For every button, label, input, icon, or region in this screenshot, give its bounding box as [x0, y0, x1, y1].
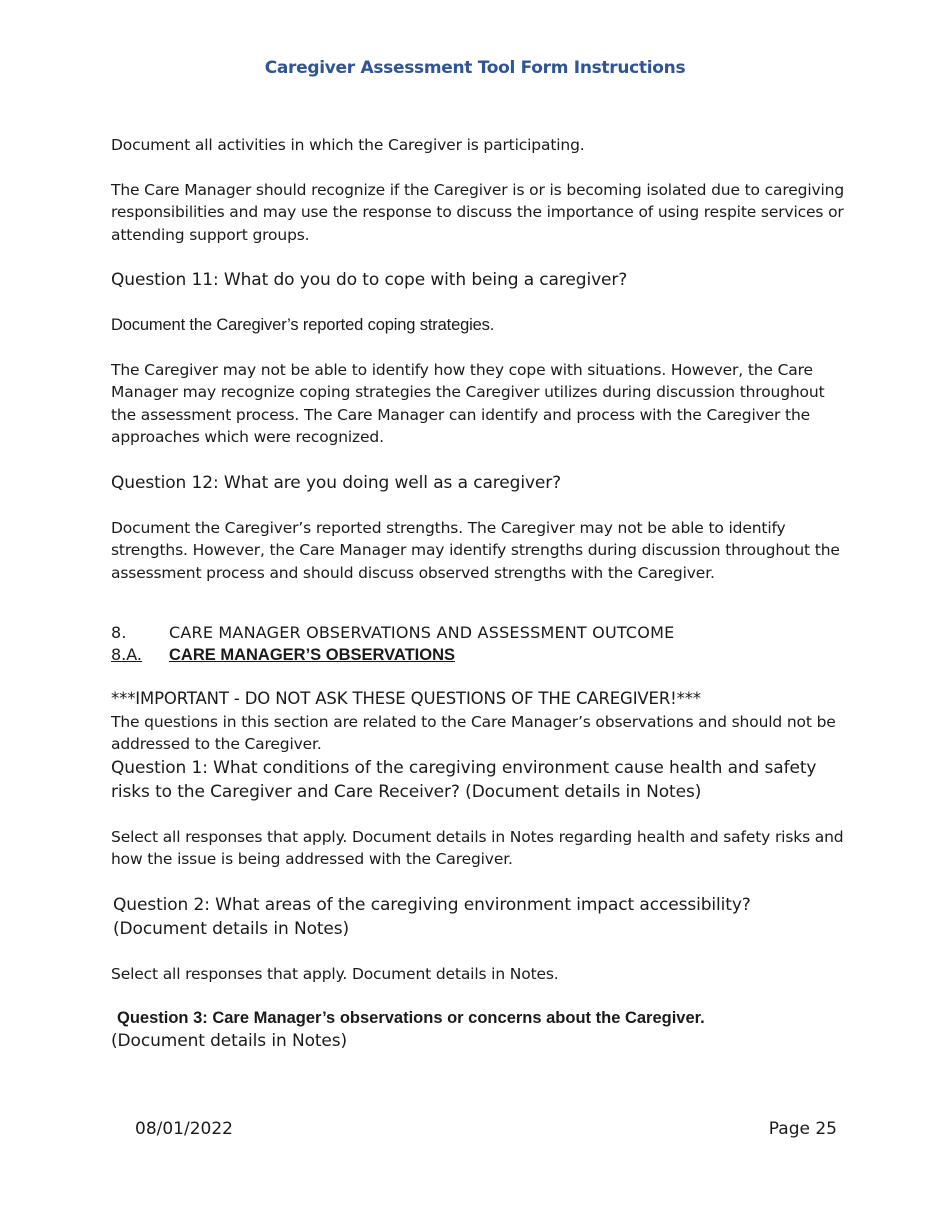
section-8a-number: 8.A.: [111, 645, 143, 664]
question-2-note: Select all responses that apply. Document details in Notes.: [111, 964, 559, 983]
paragraph-strengths: Document the Caregiver’s reported strengths. The Caregiver may not be able to identify strengths. However, the Care Manager may identify strengths during discussion throughout the assessment process and should discuss observed strengths with the Caregiver.: [111, 518, 840, 582]
section-8a-heading: [111, 644, 846, 666]
question-11-heading: Question 11: What do you do to cope with being a caregiver?: [111, 270, 628, 290]
footer-page-number: Page 25: [768, 1119, 837, 1139]
section-8-title: CARE MANAGER OBSERVATIONS AND ASSESSMENT OUTCOME: [169, 623, 675, 642]
footer-date: 08/01/2022: [135, 1119, 233, 1139]
question-2-heading: Question 2: What areas of the caregiving environment impact accessibility? (Document details in Notes): [113, 894, 751, 939]
paragraph-activities: Document all activities in which the Caregiver is participating.: [111, 136, 585, 154]
section-8-heading: [111, 622, 846, 644]
question-12-heading: Question 12: What are you doing well as a caregiver?: [111, 472, 562, 493]
question-1-note: Select all responses that apply. Document details in Notes regarding health and safety risks and how the issue is being addressed with the Caregiver.: [111, 827, 844, 868]
question-3-note: (Document details in Notes): [111, 1031, 348, 1051]
paragraph-coping-details: The Caregiver may not be able to identify how they cope with situations. However, the Care Manager may recognize coping strategies the Caregiver utilizes during discussion throughout the assessment process. The Care Manager can identify and process with the Caregiver the approaches which were recognized.: [111, 360, 825, 446]
question-1-heading: Question 1: What conditions of the caregiving environment cause health and safety risks to the Caregiver and Care Receiver? (Document details in Notes): [111, 757, 817, 802]
question-3-heading: Question 3: Care Manager’s observations or concerns about the Caregiver.: [117, 1009, 705, 1027]
important-warning: ***IMPORTANT - DO NOT ASK THESE QUESTIONS OF THE CAREGIVER!***: [111, 689, 701, 708]
document-body: [111, 134, 846, 1053]
section-8a-title: CARE MANAGER’S OBSERVATIONS: [169, 646, 456, 664]
paragraph-coping-strategies: Document the Caregiver’s reported coping strategies.: [111, 316, 495, 334]
paragraph-isolation: The Care Manager should recognize if the Caregiver is or is becoming isolated due to caregiving responsibilities and may use the response to discuss the importance of using respite services or attending support groups.: [111, 180, 845, 244]
page-title: Caregiver Assessment Tool Form Instructions: [264, 58, 686, 78]
section-8-number: 8.: [111, 623, 127, 642]
important-note: The questions in this section are related to the Care Manager’s observations and should not be addressed to the Caregiver.: [111, 712, 836, 753]
